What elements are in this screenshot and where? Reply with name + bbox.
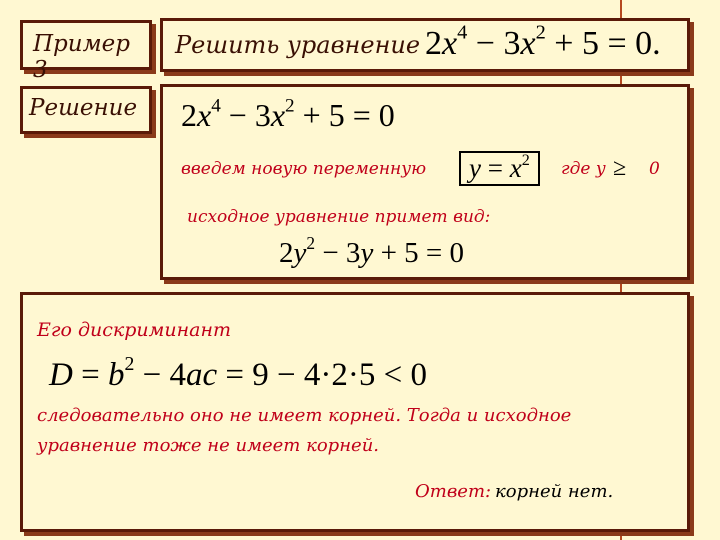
discriminant-title: Его дискриминант bbox=[37, 319, 231, 341]
answer-value: корней нет. bbox=[495, 481, 614, 502]
answer-label: Ответ: bbox=[415, 481, 492, 502]
solution-label-box bbox=[20, 86, 152, 134]
solution-label: Решение bbox=[29, 95, 138, 121]
solution-box bbox=[160, 84, 690, 280]
task-equation: $2x^4 - 3x^2 + 5 = 0$. bbox=[425, 21, 661, 62]
task-box bbox=[160, 18, 690, 72]
transformed-equation: $2y^2 - 3y + 5 = 0$ bbox=[279, 232, 465, 269]
solution-equation: $2x^4 - 3x^2 + 5 = 0$ bbox=[181, 95, 395, 133]
example-label-box bbox=[20, 20, 152, 83]
condition-value: 0 bbox=[649, 159, 660, 179]
discriminant-conclusion: следовательно оно не имеет корней. Тогда и исходное уравнение тоже не имеет корней. bbox=[37, 405, 572, 456]
transformed-text: исходное уравнение примет вид: bbox=[187, 207, 491, 227]
example-label: Пример 3 bbox=[33, 31, 130, 83]
condition-text: где y bbox=[561, 159, 606, 179]
discriminant-box bbox=[20, 292, 690, 532]
task-label: Решить уравнение bbox=[175, 31, 421, 59]
substitution-text: введем новую переменную bbox=[181, 159, 427, 179]
discriminant-formula: $D = b^2 - 4ac = 9 - 4\cdot 2\cdot 5 < 0$ bbox=[49, 353, 427, 393]
substitution-formula-box: $y = x^2$ bbox=[459, 151, 540, 186]
condition-sign: ≥ bbox=[613, 155, 627, 181]
